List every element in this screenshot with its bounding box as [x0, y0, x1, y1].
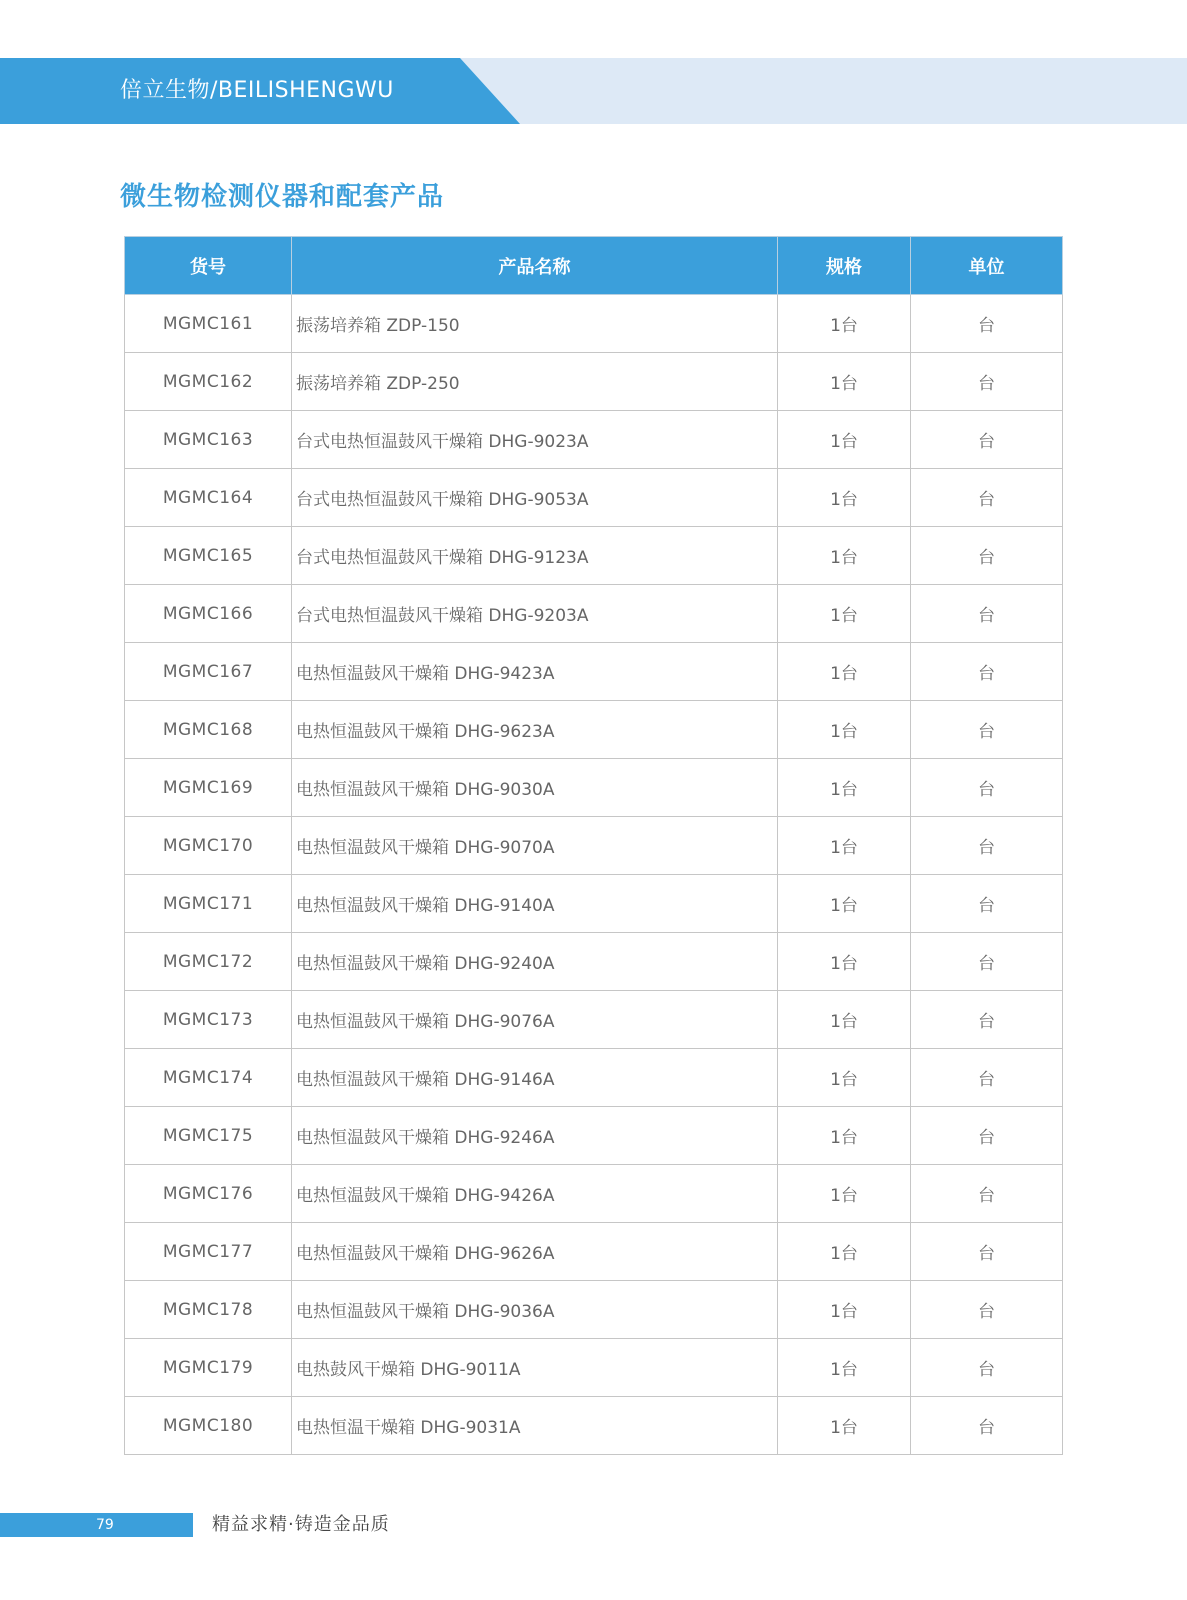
table-row	[125, 585, 1063, 643]
cell-unit: 台	[911, 411, 1063, 469]
table-row	[125, 759, 1063, 817]
cell-product-name: 台式电热恒温鼓风干燥箱 DHG-9023A	[292, 411, 778, 469]
table-row	[125, 411, 1063, 469]
cell-code: MGMC172	[125, 933, 292, 991]
cell-product-name: 电热恒温鼓风干燥箱 DHG-9030A	[292, 759, 778, 817]
cell-unit: 台	[911, 469, 1063, 527]
table-row	[125, 295, 1063, 353]
cell-unit: 台	[911, 1397, 1063, 1455]
table-row	[125, 933, 1063, 991]
cell-unit: 台	[911, 991, 1063, 1049]
cell-unit: 台	[911, 1165, 1063, 1223]
cell-unit: 台	[911, 875, 1063, 933]
cell-product-name: 振荡培养箱 ZDP-250	[292, 353, 778, 411]
cell-spec: 1台	[778, 1107, 911, 1165]
cell-code: MGMC163	[125, 411, 292, 469]
cell-spec: 1台	[778, 295, 911, 353]
cell-code: MGMC166	[125, 585, 292, 643]
cell-product-name: 电热恒温干燥箱 DHG-9031A	[292, 1397, 778, 1455]
cell-code: MGMC180	[125, 1397, 292, 1455]
cell-spec: 1台	[778, 353, 911, 411]
cell-unit: 台	[911, 1107, 1063, 1165]
cell-code: MGMC173	[125, 991, 292, 1049]
cell-spec: 1台	[778, 527, 911, 585]
cell-product-name: 电热恒温鼓风干燥箱 DHG-9146A	[292, 1049, 778, 1107]
cell-product-name: 电热恒温鼓风干燥箱 DHG-9076A	[292, 991, 778, 1049]
cell-code: MGMC177	[125, 1223, 292, 1281]
cell-spec: 1台	[778, 759, 911, 817]
table-row	[125, 1281, 1063, 1339]
column-header-spec: 规格	[778, 237, 911, 295]
cell-product-name: 台式电热恒温鼓风干燥箱 DHG-9123A	[292, 527, 778, 585]
column-header-name: 产品名称	[292, 237, 778, 295]
cell-product-name: 电热恒温鼓风干燥箱 DHG-9140A	[292, 875, 778, 933]
table-row	[125, 991, 1063, 1049]
cell-product-name: 电热鼓风干燥箱 DHG-9011A	[292, 1339, 778, 1397]
cell-code: MGMC169	[125, 759, 292, 817]
cell-spec: 1台	[778, 991, 911, 1049]
cell-product-name: 台式电热恒温鼓风干燥箱 DHG-9053A	[292, 469, 778, 527]
cell-unit: 台	[911, 527, 1063, 585]
table-body	[125, 295, 1063, 1455]
header-title: 倍立生物/BEILISHENGWU	[120, 78, 394, 103]
cell-unit: 台	[911, 1339, 1063, 1397]
cell-product-name: 电热恒温鼓风干燥箱 DHG-9036A	[292, 1281, 778, 1339]
table-row	[125, 469, 1063, 527]
table-header-row	[125, 237, 1063, 295]
table-row	[125, 1049, 1063, 1107]
cell-unit: 台	[911, 295, 1063, 353]
cell-spec: 1台	[778, 585, 911, 643]
section-title: 微生物检测仪器和配套产品	[120, 182, 445, 212]
table-row	[125, 875, 1063, 933]
table-row	[125, 527, 1063, 585]
cell-spec: 1台	[778, 1339, 911, 1397]
product-table	[124, 236, 1063, 1455]
cell-product-name: 电热恒温鼓风干燥箱 DHG-9626A	[292, 1223, 778, 1281]
cell-spec: 1台	[778, 1165, 911, 1223]
cell-product-name: 振荡培养箱 ZDP-150	[292, 295, 778, 353]
table-row	[125, 1339, 1063, 1397]
cell-unit: 台	[911, 1223, 1063, 1281]
cell-code: MGMC170	[125, 817, 292, 875]
table-row	[125, 1165, 1063, 1223]
table-row	[125, 1107, 1063, 1165]
cell-code: MGMC175	[125, 1107, 292, 1165]
cell-spec: 1台	[778, 469, 911, 527]
cell-product-name: 电热恒温鼓风干燥箱 DHG-9240A	[292, 933, 778, 991]
cell-spec: 1台	[778, 875, 911, 933]
cell-code: MGMC165	[125, 527, 292, 585]
cell-product-name: 电热恒温鼓风干燥箱 DHG-9423A	[292, 643, 778, 701]
cell-unit: 台	[911, 817, 1063, 875]
cell-product-name: 电热恒温鼓风干燥箱 DHG-9426A	[292, 1165, 778, 1223]
cell-code: MGMC168	[125, 701, 292, 759]
table-row	[125, 701, 1063, 759]
cell-spec: 1台	[778, 1223, 911, 1281]
cell-product-name: 电热恒温鼓风干燥箱 DHG-9246A	[292, 1107, 778, 1165]
column-header-unit: 单位	[911, 237, 1063, 295]
cell-code: MGMC167	[125, 643, 292, 701]
cell-spec: 1台	[778, 1049, 911, 1107]
cell-spec: 1台	[778, 1397, 911, 1455]
cell-unit: 台	[911, 1049, 1063, 1107]
cell-spec: 1台	[778, 411, 911, 469]
cell-spec: 1台	[778, 643, 911, 701]
cell-unit: 台	[911, 1281, 1063, 1339]
cell-code: MGMC179	[125, 1339, 292, 1397]
cell-code: MGMC176	[125, 1165, 292, 1223]
cell-unit: 台	[911, 701, 1063, 759]
column-header-code: 货号	[125, 237, 292, 295]
cell-code: MGMC174	[125, 1049, 292, 1107]
page-number: 79	[96, 1517, 114, 1533]
table-row	[125, 643, 1063, 701]
cell-spec: 1台	[778, 933, 911, 991]
footer-slogan: 精益求精·铸造金品质	[212, 1514, 390, 1535]
cell-code: MGMC164	[125, 469, 292, 527]
cell-spec: 1台	[778, 1281, 911, 1339]
cell-unit: 台	[911, 585, 1063, 643]
cell-product-name: 电热恒温鼓风干燥箱 DHG-9070A	[292, 817, 778, 875]
cell-spec: 1台	[778, 817, 911, 875]
table-row	[125, 353, 1063, 411]
table-row	[125, 1223, 1063, 1281]
cell-code: MGMC161	[125, 295, 292, 353]
cell-code: MGMC171	[125, 875, 292, 933]
cell-code: MGMC178	[125, 1281, 292, 1339]
cell-unit: 台	[911, 353, 1063, 411]
cell-product-name: 台式电热恒温鼓风干燥箱 DHG-9203A	[292, 585, 778, 643]
cell-code: MGMC162	[125, 353, 292, 411]
table-row	[125, 1397, 1063, 1455]
cell-product-name: 电热恒温鼓风干燥箱 DHG-9623A	[292, 701, 778, 759]
table-row	[125, 817, 1063, 875]
cell-unit: 台	[911, 933, 1063, 991]
cell-unit: 台	[911, 759, 1063, 817]
cell-spec: 1台	[778, 701, 911, 759]
cell-unit: 台	[911, 643, 1063, 701]
